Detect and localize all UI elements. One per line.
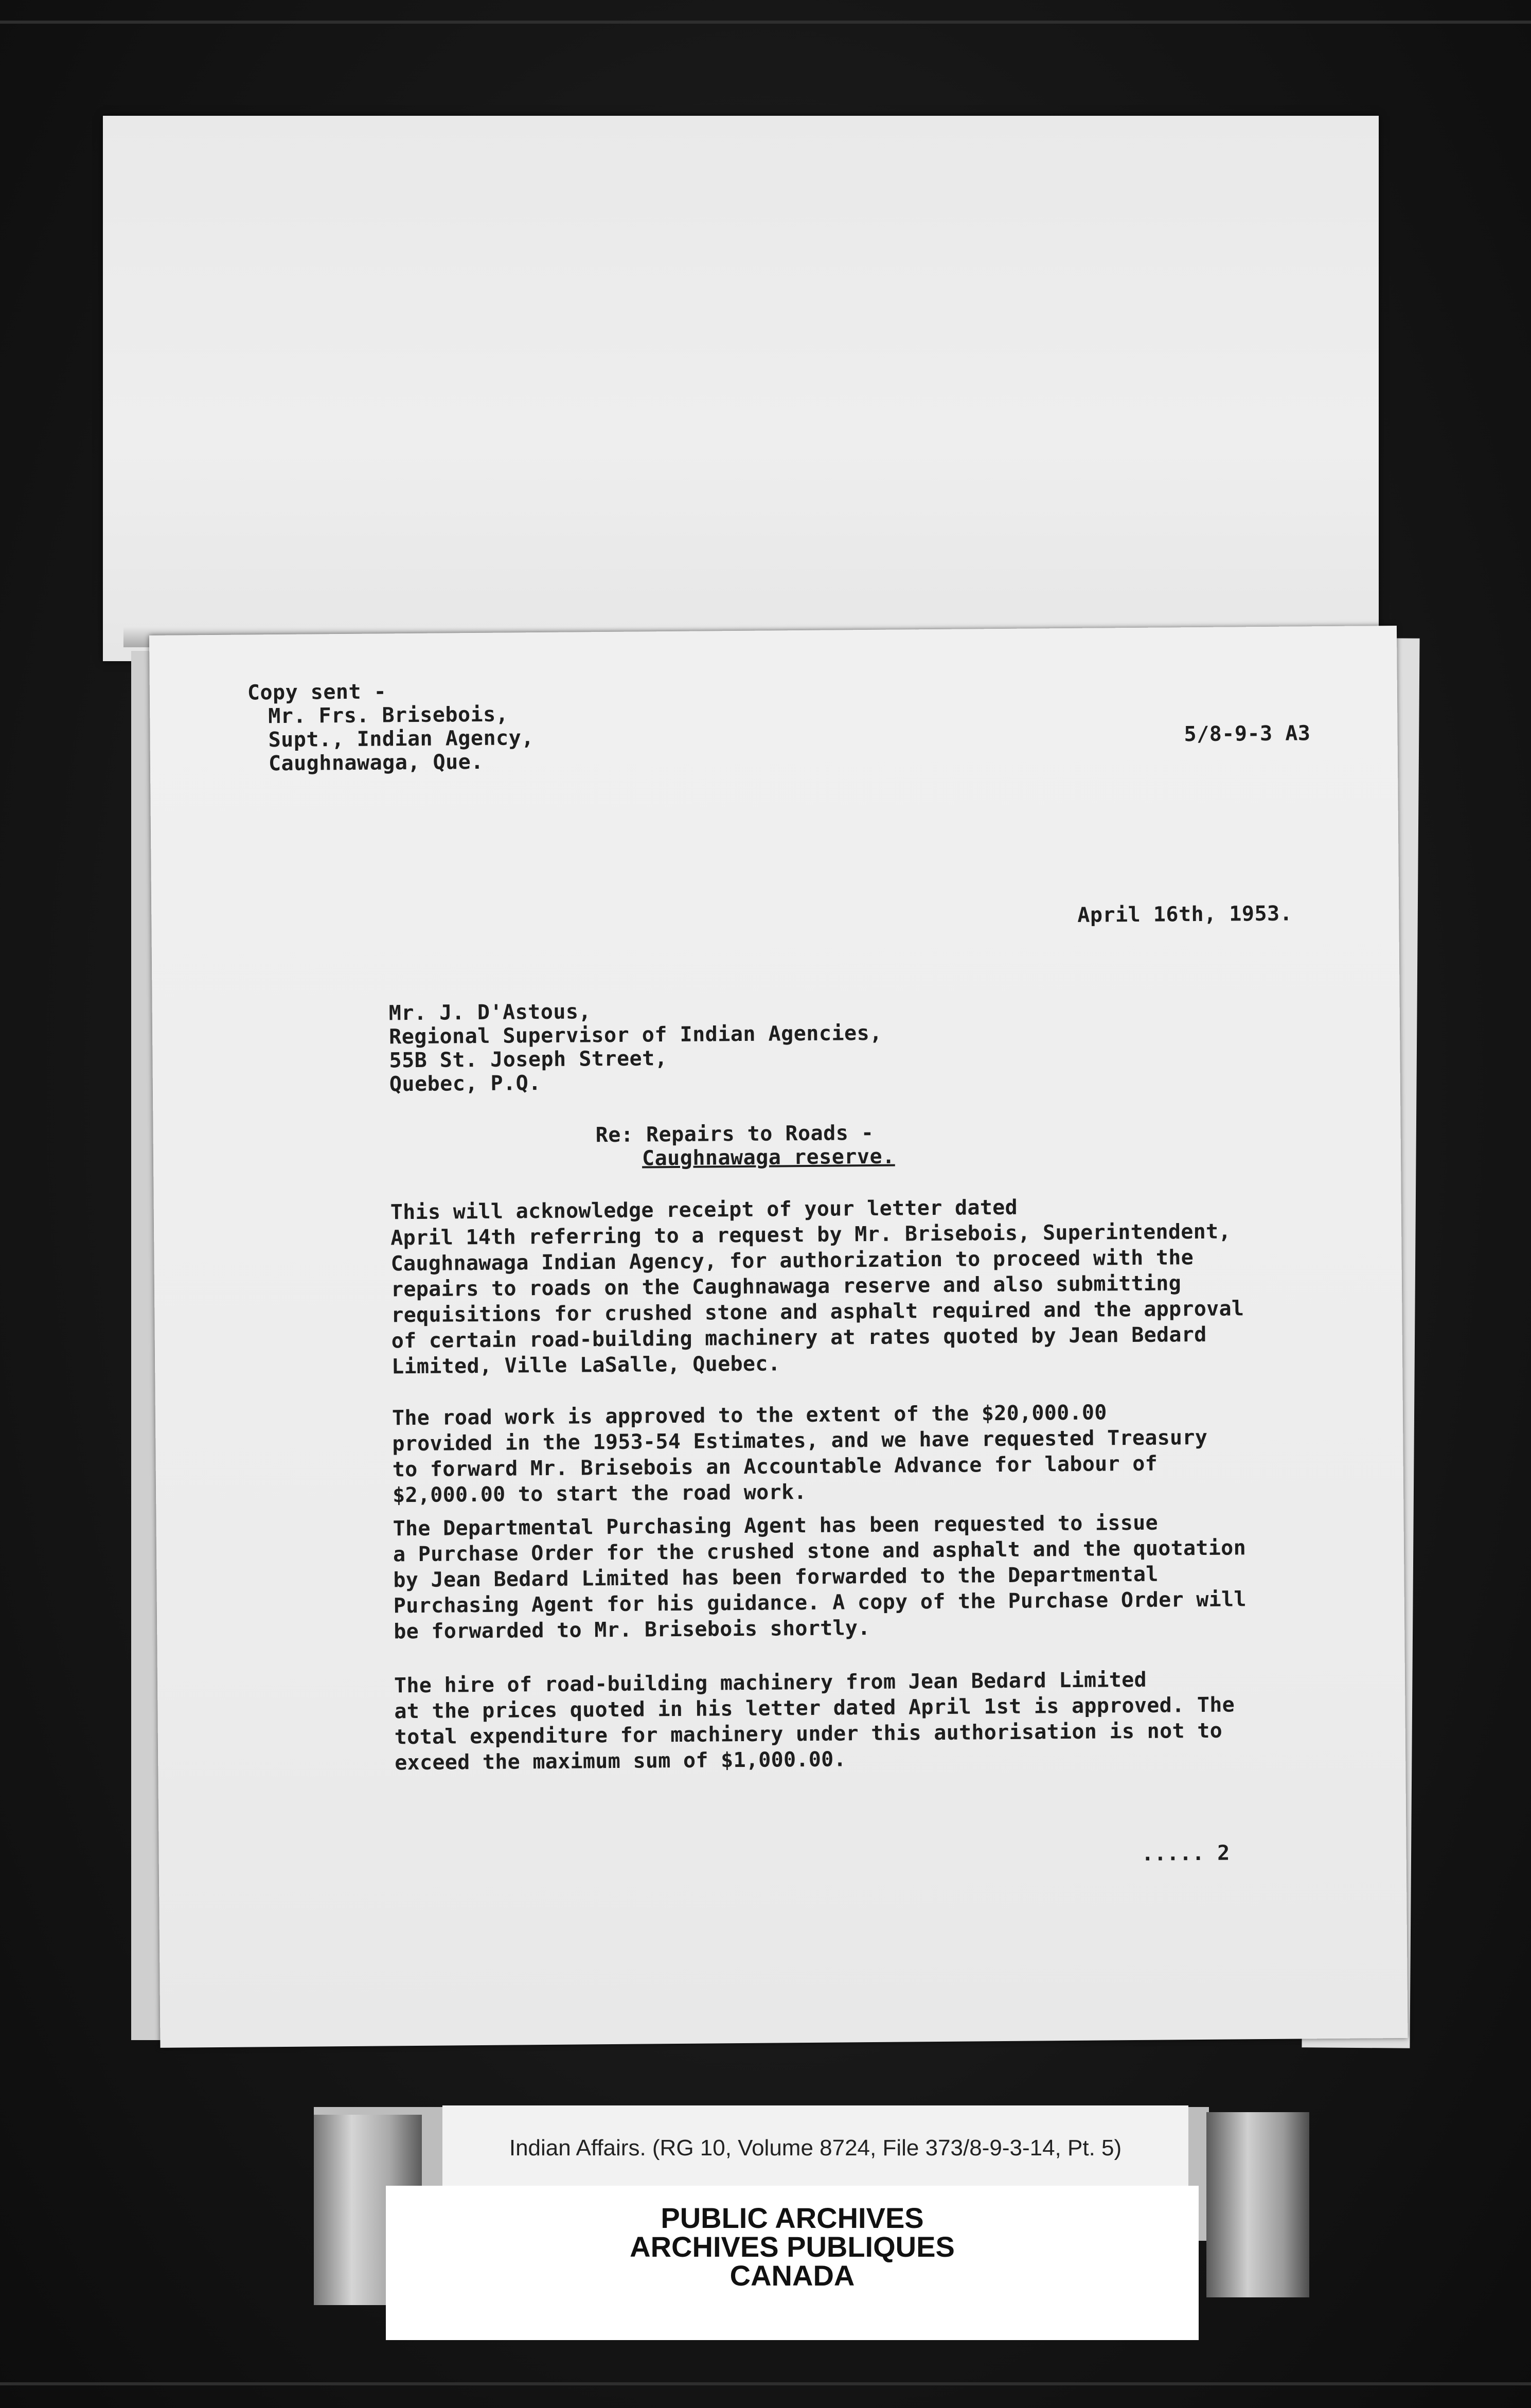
body-paragraph-purchase-order: The Departmental Purchasing Agent has been requested to issue a Purchase Order for the crushed stone and asphalt and the quotation by Jean Bedard Limited has been forwarded to the Departmental Purchasing Agent for his guidance. A copy of the Purchase Order will be forwarded to Mr. Brisebois shortly.	[393, 1511, 1247, 1644]
addressee-line: Quebec, P.Q.	[389, 1071, 542, 1096]
subject-block	[595, 1121, 895, 1171]
archive-stamp	[386, 2204, 1199, 2290]
archive-reference: Indian Affairs. (RG 10, Volume 8724, File 373/8-9-3-14, Pt. 5)	[509, 2135, 1122, 2161]
addressee-line: Mr. J. D'Astous,	[388, 1000, 592, 1025]
body-paragraph-acknowledgement: This will acknowledge receipt of your letter dated April 14th referring to a request by Mr. Brisebois, Superintendent, Caughnawaga Indian Agency, for authorization to proceed with the repairs to roads on the Caughnawaga reserve and also submitting requisitions for crushed stone and asphalt required and the approval of certain road-building machinery at rates quoted by Jean Bedard Limited, Ville LaSalle, Quebec.	[390, 1195, 1244, 1379]
archive-stamp-line: ARCHIVES PUBLIQUES	[630, 2230, 955, 2263]
subject-line-2: Caughnawaga reserve.	[642, 1144, 895, 1171]
subject-line-1	[595, 1121, 895, 1147]
copy-sent-line: Mr. Frs. Brisebois,	[268, 702, 509, 729]
letter-date: April 16th, 1953.	[1077, 901, 1293, 927]
blank-back-sheet	[103, 116, 1379, 661]
addressee-line: Regional Supervisor of Indian Agencies,	[388, 1021, 882, 1049]
body-paragraph-road-work: The road work is approved to the extent of the $20,000.00 provided in the 1953-54 Estimates, and we have requested Treasury to forward Mr. Brisebois an Accountable Advance for labour of $2,000.00 to start the road work.	[391, 1401, 1208, 1508]
copy-sent-heading: Copy sent -	[247, 680, 387, 705]
reference-label-card	[442, 2105, 1188, 2190]
addressee-block	[389, 998, 883, 1096]
film-edge-bottom	[0, 2382, 1531, 2385]
addressee-line: 55B St. Joseph Street,	[389, 1047, 668, 1073]
continuation-marker: ..... 2	[1141, 1841, 1230, 1866]
copy-sent-line: Caughnawaga, Que.	[268, 750, 484, 776]
film-clip-right	[1206, 2112, 1309, 2297]
body-paragraph-machinery: The hire of road-building machinery from Jean Bedard Limited at the prices quoted in his letter dated April 1st is approved. The total expenditure for machinery under this authorisation is not to exceed the maximum sum of $1,000.00.	[394, 1668, 1235, 1775]
copy-sent-block	[247, 679, 535, 775]
file-reference: 5/8-9-3 A3	[1184, 721, 1311, 747]
subject-prefix: Re:	[595, 1123, 634, 1147]
archive-stamp-line: CANADA	[729, 2259, 855, 2292]
archive-stamp-card	[386, 2186, 1199, 2340]
film-edge-top	[0, 21, 1531, 24]
letter-page	[149, 626, 1408, 2048]
copy-sent-line: Supt., Indian Agency,	[268, 726, 535, 752]
archive-stamp-line: PUBLIC ARCHIVES	[661, 2202, 924, 2234]
subject-title: Repairs to Roads -	[646, 1121, 874, 1147]
